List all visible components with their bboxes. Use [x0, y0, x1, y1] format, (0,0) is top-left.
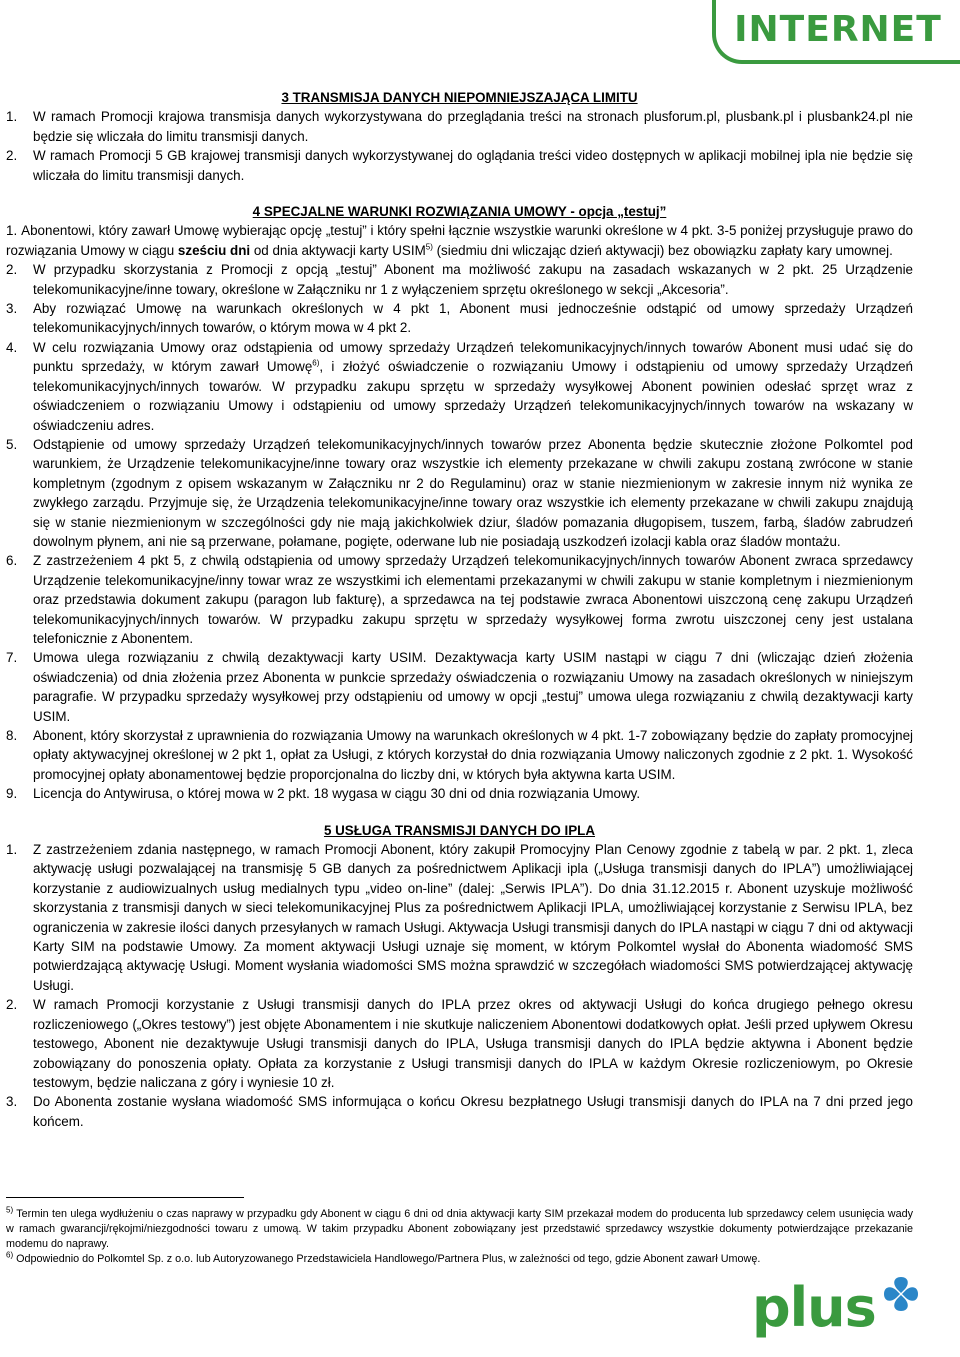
section-4-item: 2. W przypadku skorzystania z Promocji z opcją „testuj” Abonent ma możliwość zakupu na zasadach wskazanych w 2 pkt. 25 Urządzenie telekomunikacyjne/inne towary, określone w Załączniku nr 1 z wyłączeniem sprzętu określonego w sekcji „Akcesoria”.: [6, 262, 913, 297]
plus-logo-mark-icon: [880, 1273, 922, 1315]
section-4-item: 3. Aby rozwiązać Umowę na warunkach określonych w 4 pkt 1, Abonent musi jednocześnie odstąpić od umowy sprzedaży Urządzeń telekomunikacyjnych/innych towarów, o którym mowa w 4 pkt 2.: [6, 301, 913, 336]
section-5-item: 2. W ramach Promocji korzystanie z Usługi transmisji danych do IPLA przez okres od aktywacji Usługi do końca drugiego pełnego okresu rozliczeniowego („Okres testowy”) jest objęte Abonamentem i nie skutkuje naliczeniem Abonentowi dodatkowych opłat. Jeśli przed upływem Okresu testowego, Abonent nie dezaktywuje Usługi transmisji danych do IPLA, Usługa transmisji danych do IPLA będzie aktywna i Abonent będzie zobowiązany do ponoszenia opłaty. Opłata za korzystanie z Usługi transmisji danych do IPLA w każdym Okresie rozliczeniowym, po Okresie testowym, będzie naliczana z góry i wyniesie 10 zł.: [6, 997, 913, 1090]
section-4-item: 1. Abonentowi, który zawarł Umowę wybierając opcję „testuj” i który spełni łącznie wszystkie warunki określone w 4 pkt. 3-5 poniżej przysługuje prawo do rozwiązania Umowy w ciągu sześciu dni od dnia aktywacji karty USIM$^{5)}$ (siedmiu dni wliczając dzień aktywacji) bez obowiązku zapłaty kary umownej.: [6, 223, 913, 258]
footnotes: [6, 1197, 913, 1267]
section-5-item: 1. Z zastrzeżeniem zdania następnego, w ramach Promocji Abonent, który zakupił Promocyjny Plan Cenowy zgodnie z tabelą w par. 2 pkt. 1, zleca aktywację usługi pozwalającej na transmisję 5 GB danych za pośrednictwem Aplikacji ipla („Usługa transmisji danych do IPLA”) umożliwiającej korzystanie z audiowizualnych usług medialnych typu „video on-line” (dalej: „Serwis IPLA”). Do dnia 31.12.2015 r. Abonent uzyskuje możliwość skorzystania z transmisji danych w sieci telekomunikacyjnej Plus za pośrednictwem Aplikacji IPLA, umożliwiającej korzystanie z Serwisu IPLA, bez ograniczenia w zakresie ilości danych przesyłanych w ramach Usługi. Aktywacja Usługi transmisji danych do IPLA nastąpi w ciągu 7 dni od aktywacji Karty SIM na podstawie Umowy. Za moment aktywacji Usługi uznaje się moment, w którym Polkomtel wysłał do Abonenta wiadomość SMS potwierdzającą aktywację Usługi. Moment wysłania wiadomości SMS można sprawdzić w szczegółach wiadomości SMS potwierdzającej aktywację Usługi.: [6, 842, 913, 993]
section-3-title: 3 TRANSMISJA DANYCH NIEPOMNIEJSZAJĄCA LIMITU: [281, 90, 638, 105]
document-body: [6, 88, 913, 1131]
section-4-title: 4 SPECJALNE WARUNKI ROZWIĄZANIA UMOWY - opcja „testuj”: [252, 204, 667, 220]
section-5-item: 3. Do Abonenta zostanie wysłana wiadomość SMS informująca o końcu Okresu bezpłatnego Usługi transmisji danych do IPLA na 7 dni przed jego końcem.: [6, 1094, 913, 1129]
footnote-item: $^{5)}$ Termin ten ulega wydłużeniu o czas naprawy w przypadku gdy Abonent w ciągu 6 dni od dnia aktywacji karty SIM przekazał modem do producenta lub sprzedawcy celem usunięcia wady w ramach gwarancji/rękojmi/niezgodności towaru z umową. W takim przypadku Abonent zobowiązany jest przedstawić sprzedawcy wszystkie dokumenty potwierdzające przekazanie modemu do naprawy.: [6, 1205, 913, 1250]
section-4-item: 9. Licencja do Antywirusa, o której mowa w 2 pkt. 18 wygasa w ciągu 30 dni od dnia rozwiązania Umowy.: [6, 786, 641, 802]
internet-badge-label: INTERNET: [734, 9, 942, 51]
footnote-rule: [6, 1197, 244, 1198]
section-3-item: 2. W ramach Promocji 5 GB krajowej transmisji danych wykorzystywanej do oglądania treści video dostępnych w aplikacji mobilnej ipla nie będzie się wliczała do limitu transmisji danych.: [6, 148, 913, 183]
plus-logo-word: plus: [752, 1276, 876, 1339]
section-4-item: 8. Abonent, który skorzystał z uprawnienia do rozwiązania Umowy na warunkach określonych w 4 pkt. 1-7 zobowiązany będzie do zapłaty promocyjnej opłaty aktywacyjnej określonej w 2 pkt 1, opłat za Usługi, z których korzystał do dnia rozwiązania Umowy naliczonych zgodnie z 2 pkt. 1. Wysokość promocyjnej opłaty abonamentowej będzie proporcjonalna do liczby dni, w których była aktywna karta USIM.: [6, 728, 913, 782]
section-4-item: 5. Odstąpienie od umowy sprzedaży Urządzeń telekomunikacyjnych/innych towarów przez Abonenta będzie skutecznie złożone Polkomtel pod warunkiem, że Urządzenie telekomunikacyjne/inne towary oraz wszystkie ich elementy przekazane w chwili zakupu zostaną zwrócone w stanie kompletnym (zgodnym z opisem wskazanym w Załączniku nr 2 do Regulaminu) oraz w stanie niezmienionym w zakresie innym niż wynika ze zwykłego zarządu. Przyjmuje się, że Urządzenia telekomunikacyjne/inne towary oraz wszystkie ich elementy przekazane w chwili zakupu znajdują się w stanie niezmienionym w szczególności gdy nie mają jakichkolwiek dziur, śladów pomazania długopisem, tuszem, farbą, śladów zabrudzeń dowolnym płynem, ani nie są przerwane, połamane, pogięte, oderwane lub nie posiadają uszkodzeń izolacji kabla oraz śladów montażu.: [6, 436, 913, 549]
section-3-item: 1. W ramach Promocji krajowa transmisja danych wykorzystywana do przeglądania treści na stronach plusforum.pl, plusbank.pl i plusbank24.pl nie będzie się wliczała do limitu transmisji danych.: [6, 109, 913, 144]
section-4-item: 7. Umowa ulega rozwiązaniu z chwilą dezaktywacji karty USIM. Dezaktywacja karty USIM nastąpi w ciągu 7 dni (wliczając dzień złożenia oświadczenia) od dnia złożenia przez Abonenta w punkcie sprzedaży oświadczenia o rozwiązaniu Umowy na zasadach określonych w niniejszym paragrafie. W przypadku sprzedaży wysyłkowej przy odstąpieniu od umowy w opcji „testuj” umowa ulega rozwiązaniu z chwilą dezaktywacji karty USIM.: [6, 650, 913, 724]
internet-badge: [712, 0, 960, 64]
plus-logo: [752, 1269, 922, 1339]
section-5-title: 5 USŁUGA TRANSMISJI DANYCH DO IPLA: [323, 822, 596, 838]
section-4-item: 4. W celu rozwiązania Umowy oraz odstąpienia od umowy sprzedaży Urządzeń telekomunikacyjnych/innych towarów Abonent musi udać się do punktu sprzedaży, w którym zawarł Umowę$^{6)}$, i złożyć oświadczenie o rozwiązaniu Umowy i odstąpieniu od umowy sprzedaży Urządzeń telekomunikacyjnych/innych towarów. W przypadku zakupu sprzętu w sprzedaży wysyłkowej Abonent powinien odesłać sprzęt wraz z oświadczeniem o rozwiązaniu Umowy i odstąpieniu od umowy sprzedaży Urządzeń telekomunikacyjnych/innych towarów na wskazany w oświadczeniu adres.: [6, 339, 913, 433]
section-4-item: 6. Z zastrzeżeniem 4 pkt 5, z chwilą odstąpienia od umowy sprzedaży Urządzeń telekomunikacyjnych/innych towarów Abonent zwraca sprzedawcy Urządzenie telekomunikacyjne/inny towar wraz ze wszystkimi ich elementami przekazanymi w chwili zakupu w stanie kompletnym i niezmienionym oraz przedstawia dokument zakupu (paragon lub fakturę), a sprzedawca na tej podstawie zwraca Abonentowi uiszczoną cenę zakupu Urządzeń telekomunikacyjnych/innych towarów. W przypadku zakupu sprzętu w sprzedaży wysyłkowej forma zwrotu uiszczonej ceny jest ustalana telefonicznie z Abonentem.: [6, 553, 913, 646]
footnote-item: $^{6)}$ Odpowiednio do Polkomtel Sp. z o.o. lub Autoryzowanego Przedstawiciela Handlowego/Partnera Plus, w zależności od tego, gdzie Abonent zawarł Umowę.: [6, 1250, 761, 1265]
